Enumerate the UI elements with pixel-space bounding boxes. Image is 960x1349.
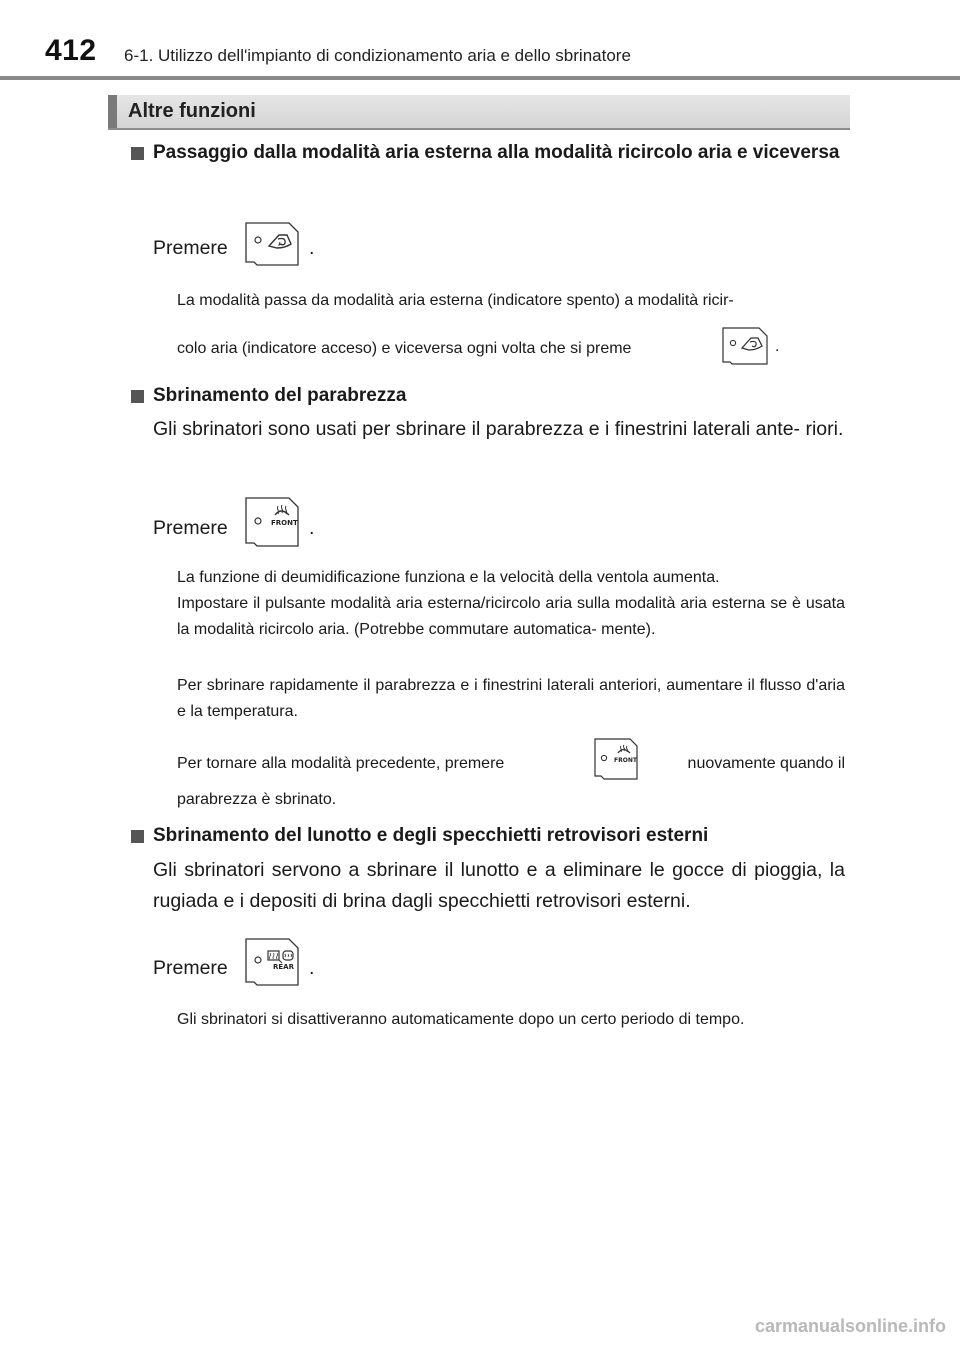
front-defroster-button[interactable] — [245, 497, 299, 547]
section-header — [108, 95, 850, 130]
press-label: Premere — [153, 237, 228, 259]
rear-defroster-mirror-icon — [245, 938, 299, 986]
note-recirculation-line2: colo aria (indicatore acceso) e viceversa ogni volta che si preme — [177, 340, 632, 357]
rear-defroster-button[interactable] — [245, 938, 299, 986]
chapter-title: 6-1. Utilizzo dell'impianto di condizionamento aria e dello sbrinatore — [124, 46, 631, 65]
note-fresh-air: Impostare il pulsante modalità aria esterna/ricircolo aria sulla modalità aria esterna se è usata la modalità ricircolo aria. (Potrebbe commutare automatica- mente). — [177, 595, 845, 638]
section-title: Altre funzioni — [128, 100, 256, 122]
period: . — [309, 517, 315, 539]
recirculation-button-inline[interactable] — [722, 327, 768, 365]
front-label: FRONT — [271, 519, 298, 527]
section-accent — [108, 95, 117, 128]
recirculation-icon — [245, 222, 299, 266]
note-return-line1-end: nuovamente quando il — [687, 755, 845, 772]
period: . — [309, 957, 315, 979]
recirculation-button[interactable] — [245, 222, 299, 266]
item-body-rear: Gli sbrinatori servono a sbrinare il lunotto e a eliminare le gocce di pioggia, la rugiada e i depositi di brina dagli specchietti retrovisori esterni. — [153, 859, 845, 912]
bullet-square-icon — [131, 830, 144, 843]
item-body-windshield: Gli sbrinatori sono usati per sbrinare il parabrezza e i finestrini laterali ante- riori. — [153, 418, 844, 440]
item-heading-windshield: Sbrinamento del parabrezza — [153, 385, 407, 406]
front-label: FRONT — [614, 757, 637, 764]
item-heading-rear: Sbrinamento del lunotto e degli specchietti retrovisori esterni — [153, 825, 709, 846]
rear-label: REAR — [273, 963, 294, 971]
press-label: Premere — [153, 517, 228, 539]
bullet-square-icon — [131, 147, 144, 160]
item-heading-recirculation: Passaggio dalla modalità aria esterna alla modalità ricircolo aria e viceversa — [153, 142, 840, 163]
note-return-line2: parabrezza è sbrinato. — [177, 791, 337, 808]
period: . — [775, 338, 780, 355]
note-recirculation-line1: La modalità passa da modalità aria esterna (indicatore spento) a modalità ricir- — [177, 292, 734, 309]
page-number: 412 — [45, 34, 97, 67]
recirculation-icon — [722, 327, 768, 365]
period: . — [309, 237, 315, 259]
front-defroster-button-inline[interactable] — [594, 738, 638, 780]
note-dehumidify: La funzione di deumidificazione funziona e la velocità della ventola aumenta. — [177, 569, 720, 586]
header-divider — [0, 76, 960, 80]
note-auto-off: Gli sbrinatori si disattiveranno automaticamente dopo un certo periodo di tempo. — [177, 1011, 745, 1028]
bullet-square-icon — [131, 390, 144, 403]
press-label: Premere — [153, 957, 228, 979]
watermark: carmanualsonline.info — [754, 1316, 946, 1336]
note-return-line1 — [177, 755, 577, 773]
note-quick-defrost: Per sbrinare rapidamente il parabrezza e i finestrini laterali anteriori, aumentare il flusso d'aria e la temperatura. — [177, 677, 845, 720]
note-return-text: Per tornare alla modalità precedente, premere — [177, 755, 505, 772]
